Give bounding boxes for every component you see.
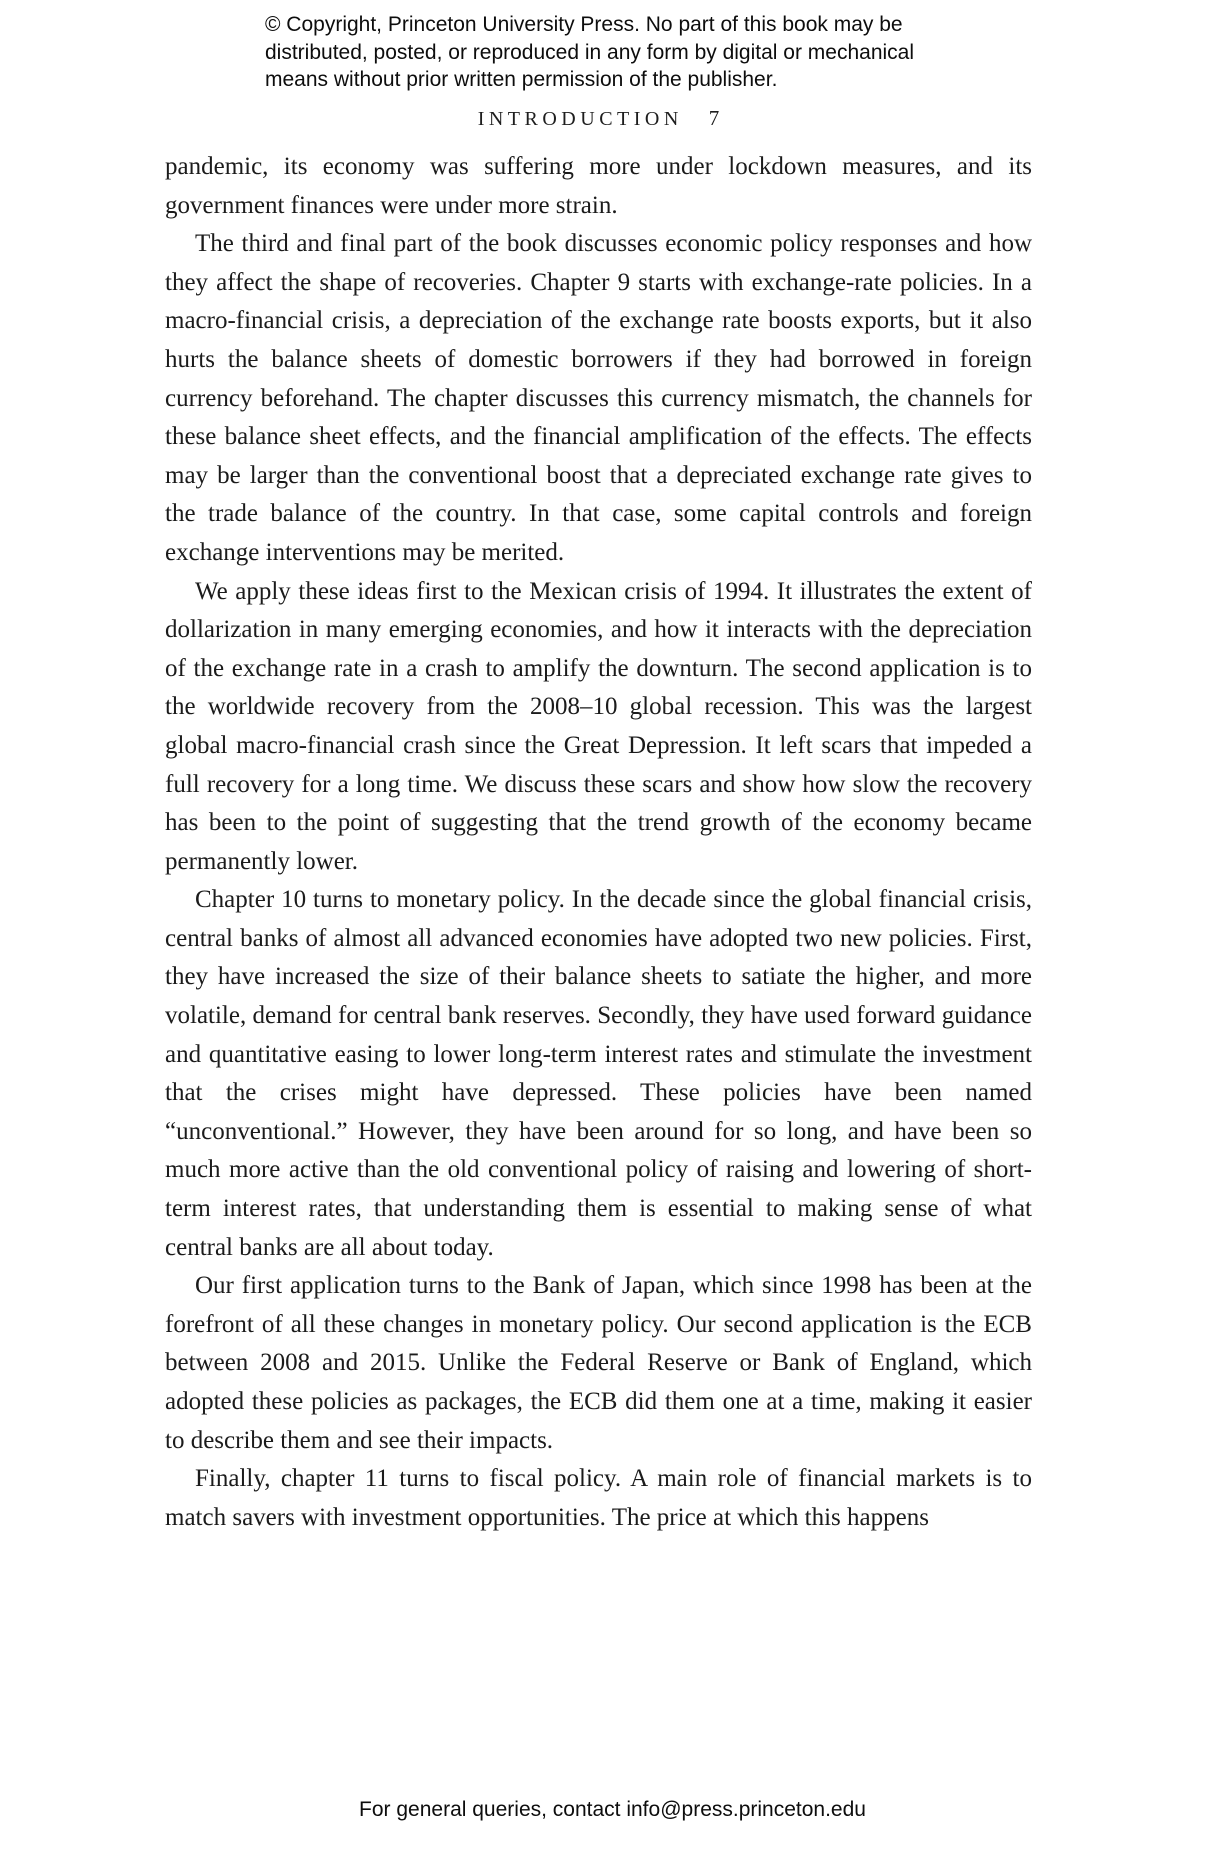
chapter-title: INTRODUCTION [477,108,683,130]
body-paragraph: Our first application turns to the Bank of Japan, which since 1998 has been at the forefront of all these changes in monetary policy. Our second application is the ECB between 2008 and 2015. Unlike the Federal Reserve or Bank of England, which adopted these policies as packages, the ECB did them one at a time, making it easier to describe them and see their impacts. [165,1272,1032,1454]
page-footer [0,1798,1225,1822]
body-paragraph: Chapter 10 turns to monetary policy. In the decade since the global financial crisis, central banks of almost all advanced economies have adopted two new policies. First, they have increased the size of their balance sheets to satiate the higher, and more volatile, demand for central bank reserves. Secondly, they have used forward guidance and quantitative easing to lower long-term interest rates and stimulate the investment that the crises might have depressed. These policies have been named “unconventional.” However, they have been around for so long, and have been so much more active than the old conventional policy of raising and lowering of short-term interest rates, that understanding them is essential to making sense of what central banks are all about today. [165,886,1032,1261]
body-paragraph: pandemic, its economy was suffering more under lockdown measures, and its government finances were under more strain. [165,153,1032,219]
body-text [165,148,1032,1537]
copyright-line: means without prior written permission of the publisher. [265,68,778,91]
body-paragraph: The third and final part of the book discusses economic policy responses and how they affect the shape of recoveries. Chapter 9 starts with exchange-rate policies. In a macro-financial crisis, a depreciation of the exchange rate boosts exports, but it also hurts the balance sheets of domestic borrowers if they had borrowed in foreign currency beforehand. The chapter discusses this currency mismatch, the channels for these balance sheet effects, and the financial amplification of the effects. The effects may be larger than the conventional boost that a depreciated exchange rate gives to the trade balance of the country. In that case, some capital controls and foreign exchange interventions may be merited. [165,230,1032,566]
copyright-line: distributed, posted, or reproduced in any form by digital or mechanical [265,40,915,64]
body-paragraph: Finally, chapter 11 turns to fiscal policy. A main role of financial markets is to match savers with investment opportunities. The price at which this happens [165,1465,1032,1531]
copyright-notice [265,11,965,94]
page-number: 7 [708,106,720,130]
copyright-line: © Copyright, Princeton University Press. No part of this book may be [265,13,903,36]
contact-line: For general queries, contact info@press.princeton.edu [359,1798,866,1821]
running-head [165,106,1032,131]
body-paragraph: We apply these ideas first to the Mexican crisis of 1994. It illustrates the extent of dollarization in many emerging economies, and how it interacts with the depreciation of the exchange rate in a crash to amplify the downturn. The second application is to the worldwide recovery from the 2008–10 global recession. This was the largest global macro-financial crash since the Great Depression. It left scars that impeded a full recovery for a long time. We discuss these scars and show how slow the recovery has been to the point of suggesting that the trend growth of the economy became permanently lower. [165,577,1032,875]
